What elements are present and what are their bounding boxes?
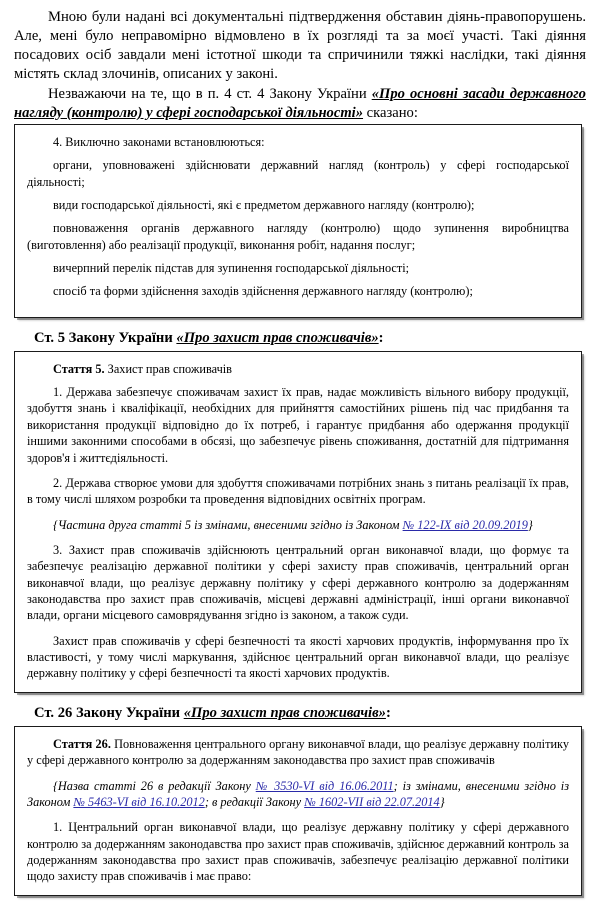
amendment-note-part-1: {Назва статті 26 в редакції Закону xyxy=(53,778,256,793)
quote-paragraph: види господарської діяльності, які є предметом державного нагляду (контролю); xyxy=(53,197,475,212)
quote-box-article-26 xyxy=(14,726,582,896)
law-title-consumer-rights: «Про захист прав споживачів» xyxy=(183,704,386,721)
article-26-title: Повноваження центрального органу виконавчої влади, що реалізує державну політику у сфері державного контролю за додержанням законодавства про захист прав споживачів xyxy=(27,736,569,768)
article-5-title: Захист прав споживачів xyxy=(104,361,232,376)
article-26-label: Стаття 26. xyxy=(53,736,111,751)
amendment-note-lead: {Частина друга статті 5 із змінами, внесеними згідно із Законом xyxy=(53,517,403,532)
article-26-amendment-note xyxy=(27,778,569,811)
quote-box-law-article-4 xyxy=(14,124,582,318)
amendment-link[interactable]: № 3530-VI від 16.06.2011 xyxy=(255,778,394,793)
intro-paragraph-2-tail: сказано: xyxy=(363,104,418,121)
amendment-link[interactable]: № 5463-VI від 16.10.2012 xyxy=(73,794,205,809)
amendment-link[interactable]: № 122-IX від 20.09.2019 xyxy=(402,517,528,532)
quote-paragraph: органи, уповноважені здійснювати державний нагляд (контроль) у сфері господарської діяльності; xyxy=(27,158,569,189)
quote-paragraph: спосіб та форми здійснення заходів здійснення державного нагляду (контролю); xyxy=(53,284,473,299)
amendment-note-tail: } xyxy=(527,517,533,532)
article-26-part-1: 1. Центральний орган виконавчої влади, що реалізує державну політику у сфері державного контролю за додержанням законодавства про захист прав споживачів, здійснює державний контроль за додержанням законодавства про захист прав споживачів, забезпечує реалізацію державної політики щодо захисту прав споживачів і має право: xyxy=(27,820,569,884)
section-heading-tail: : xyxy=(385,704,391,721)
quote-box-article-5 xyxy=(14,351,582,693)
section-heading-tail: : xyxy=(378,329,384,346)
article-5-part-3-continued: Захист прав споживачів у сфері безпечності та якості харчових продуктів, інформування про їх властивості, у тому числі маркування, здійснює центральний орган виконавчої влади, що реалізує державну політику у сфері безпечності та якості харчових продуктів. xyxy=(27,633,569,681)
section-heading-lead: Ст. 5 Закону України xyxy=(34,329,177,346)
amendment-note-part-4: } xyxy=(439,794,445,809)
article-5-part-2: 2. Держава створює умови для здобуття споживачами потрібних знань з питань реалізації їх прав, в тому числі шляхом розробки та проведення відповідних освітніх програм. xyxy=(27,475,569,507)
section-heading-article-5 xyxy=(34,329,586,347)
section-heading-article-26 xyxy=(34,704,586,722)
quote-paragraph: повноваження органів державного нагляду (контролю) щодо зупинення виробництва (виготовлення) або реалізації продукції, виконання робіт, надання послуг; xyxy=(27,221,569,252)
law-title-state-supervision: «Про основні засади державного нагляду (контролю) у сфері господарської діяльності» xyxy=(14,85,586,121)
amendment-link[interactable]: № 1602-VII від 22.07.2014 xyxy=(304,794,440,809)
quote-paragraph: вичерпний перелік підстав для зупинення господарської діяльності; xyxy=(53,260,410,275)
intro-paragraph-2 xyxy=(14,85,586,123)
article-5-part-1: 1. Держава забезпечує споживачам захист їх прав, надає можливість вільного вибору продукції, здобуття знань і кваліфікації, необхідних для прийняття самостійних рішень під час придбання та використання продукції відповідно до їх потреб, і гарантує придбання або одержання продукції іншими законними способами в обсязі, що забезпечує рівень споживання, достатній для підтримання здоров'я і життєдіяльності. xyxy=(27,385,569,465)
article-5-part-3: 3. Захист прав споживачів здійснюють центральний орган виконавчої влади, що формує та забезпечує реалізацію державної політики у сфері захисту прав споживачів, центральний орган виконавчої влади, що реалізує державну політику у сфері державного контролю за додержанням законодавства про захист прав споживачів, місцеві державні адміністрації, інші органи виконавчої влади, органи місцевого самоврядування згідно із законом, а також суди. xyxy=(27,542,569,623)
article-5-amendment-note xyxy=(27,517,569,533)
article-26-title-line xyxy=(27,736,569,769)
section-heading-lead: Ст. 26 Закону України xyxy=(34,704,184,721)
intro-paragraph-1: Мною були надані всі документальні підтвердження обставин діянь-правопорушень. Але, мені було неправомірно відмовлено в їх розгляді та за моєї участі. Такі діяння посадових осіб завдали мені істотної шкоди та спричинили тяжкі наслідки, такі діяння містять склад злочинів, описаних у законі. xyxy=(14,9,586,82)
quote-paragraph: 4. Виключно законами встановлюються: xyxy=(53,134,265,149)
article-5-title-line xyxy=(27,361,569,377)
article-5-label: Стаття 5. xyxy=(53,361,105,376)
intro-paragraph-2-lead: Незважаючи на те, що в п. 4 ст. 4 Закону України xyxy=(48,85,372,102)
law-title-consumer-rights: «Про захист прав споживачів» xyxy=(176,329,379,346)
amendment-note-part-3: ; в редакції Закону xyxy=(204,794,305,809)
amendment-note-part-2: ; із змінами, внесеними згідно із Законом xyxy=(27,778,570,809)
